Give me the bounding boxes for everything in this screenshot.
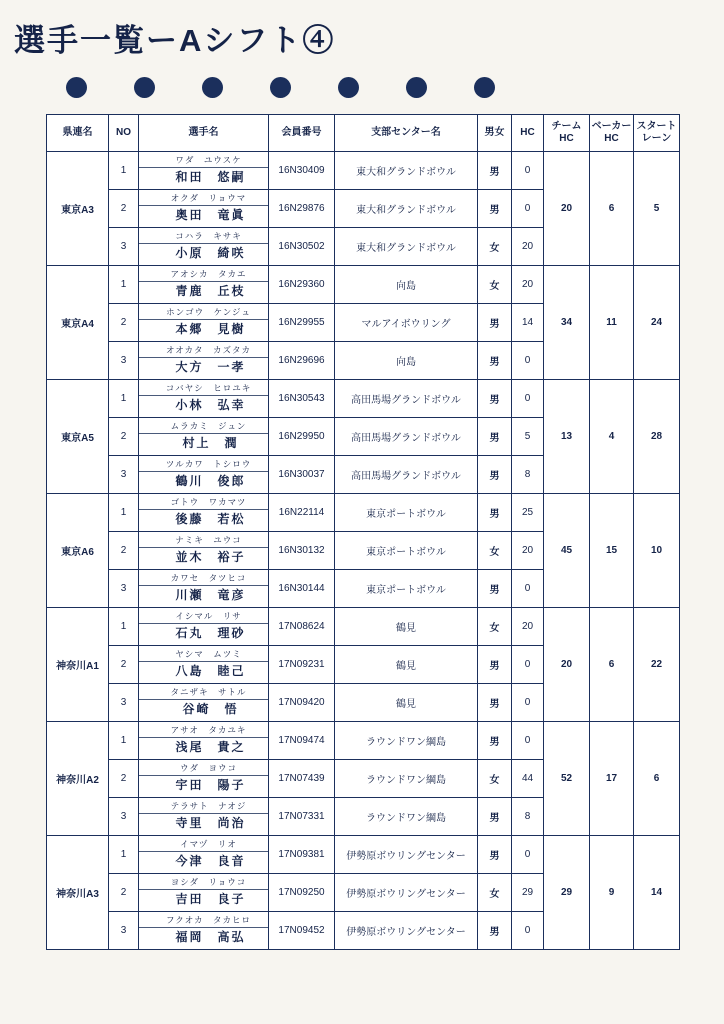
cell-center: 東大和グランドボウル bbox=[335, 228, 478, 266]
cell-no: 1 bbox=[109, 380, 139, 418]
cell-member-id: 16N30409 bbox=[269, 152, 335, 190]
cell-hc: 8 bbox=[512, 456, 544, 494]
decorative-dot bbox=[270, 77, 291, 98]
cell-member-id: 17N09381 bbox=[269, 836, 335, 874]
cell-player-name bbox=[139, 456, 269, 494]
player-kanji: 吉田 良子 bbox=[175, 892, 246, 907]
player-kanji: 青鹿 丘枝 bbox=[175, 284, 246, 299]
cell-center: ラウンドワン綱島 bbox=[335, 722, 478, 760]
cell-center: 東大和グランドボウル bbox=[335, 190, 478, 228]
header-team-hc-line2: HC bbox=[559, 133, 574, 145]
table-row bbox=[47, 836, 680, 874]
cell-hc: 44 bbox=[512, 760, 544, 798]
cell-team-hc: 20 bbox=[544, 152, 590, 266]
cell-no: 3 bbox=[109, 798, 139, 836]
cell-player-name bbox=[139, 418, 269, 456]
cell-no: 2 bbox=[109, 418, 139, 456]
cell-center: ラウンドワン綱島 bbox=[335, 798, 478, 836]
cell-sex: 男 bbox=[478, 570, 512, 608]
cell-sex: 男 bbox=[478, 152, 512, 190]
player-kanji: 並木 裕子 bbox=[175, 550, 246, 565]
cell-ken: 神奈川A3 bbox=[47, 836, 109, 950]
cell-hc: 20 bbox=[512, 532, 544, 570]
player-kanji: 福岡 高弘 bbox=[175, 930, 246, 945]
player-kanji: 小林 弘幸 bbox=[175, 398, 246, 413]
cell-member-id: 16N29950 bbox=[269, 418, 335, 456]
cell-center: 高田馬場グランドボウル bbox=[335, 418, 478, 456]
cell-hc: 8 bbox=[512, 798, 544, 836]
header-team-hc-line1: チーム bbox=[551, 120, 582, 132]
header-lane-line2: レーン bbox=[641, 133, 672, 145]
cell-start-lane: 22 bbox=[634, 608, 680, 722]
cell-ken: 東京A6 bbox=[47, 494, 109, 608]
cell-center: 高田馬場グランドボウル bbox=[335, 456, 478, 494]
cell-member-id: 17N09250 bbox=[269, 874, 335, 912]
cell-sex: 女 bbox=[478, 608, 512, 646]
cell-player-name bbox=[139, 608, 269, 646]
player-kana: ムラカミ ジュン bbox=[139, 420, 268, 434]
cell-start-lane: 28 bbox=[634, 380, 680, 494]
player-kana: アサオ タカユキ bbox=[139, 724, 268, 738]
cell-center: 高田馬場グランドボウル bbox=[335, 380, 478, 418]
player-kana: ホンゴウ ケンジュ bbox=[139, 306, 268, 320]
cell-hc: 0 bbox=[512, 836, 544, 874]
cell-team-hc: 13 bbox=[544, 380, 590, 494]
player-kanji: 奥田 竜眞 bbox=[175, 208, 246, 223]
player-kana: ツルカワ トシロウ bbox=[139, 458, 268, 472]
player-kana: タニザキ サトル bbox=[139, 686, 268, 700]
cell-member-id: 16N30502 bbox=[269, 228, 335, 266]
cell-player-name bbox=[139, 380, 269, 418]
cell-no: 1 bbox=[109, 494, 139, 532]
cell-member-id: 16N30037 bbox=[269, 456, 335, 494]
cell-center: 鶴見 bbox=[335, 646, 478, 684]
cell-member-id: 16N30144 bbox=[269, 570, 335, 608]
cell-sex: 男 bbox=[478, 494, 512, 532]
cell-member-id: 17N09231 bbox=[269, 646, 335, 684]
cell-baker-hc: 6 bbox=[590, 608, 634, 722]
header-baker-line1: ベーカー bbox=[591, 120, 632, 132]
cell-sex: 男 bbox=[478, 456, 512, 494]
cell-ken: 神奈川A2 bbox=[47, 722, 109, 836]
player-kana: アオシカ タカエ bbox=[139, 268, 268, 282]
cell-no: 1 bbox=[109, 152, 139, 190]
cell-player-name bbox=[139, 722, 269, 760]
player-kana: ワダ ユウスケ bbox=[139, 154, 268, 168]
player-kanji: 村上 潤 bbox=[182, 436, 239, 451]
cell-player-name bbox=[139, 912, 269, 950]
player-kanji: 谷崎 悟 bbox=[182, 702, 239, 717]
decorative-dot bbox=[134, 77, 155, 98]
cell-sex: 男 bbox=[478, 912, 512, 950]
cell-hc: 29 bbox=[512, 874, 544, 912]
dot-row bbox=[0, 59, 724, 98]
cell-player-name bbox=[139, 190, 269, 228]
header-ken: 県連名 bbox=[47, 115, 109, 152]
cell-hc: 0 bbox=[512, 342, 544, 380]
cell-player-name bbox=[139, 646, 269, 684]
cell-hc: 0 bbox=[512, 380, 544, 418]
cell-hc: 0 bbox=[512, 570, 544, 608]
header-member-id: 会員番号 bbox=[269, 115, 335, 152]
cell-hc: 0 bbox=[512, 722, 544, 760]
decorative-dot bbox=[202, 77, 223, 98]
cell-baker-hc: 6 bbox=[590, 152, 634, 266]
header-baker-line2: HC bbox=[604, 133, 619, 145]
cell-center: 東大和グランドボウル bbox=[335, 152, 478, 190]
cell-center: 鶴見 bbox=[335, 608, 478, 646]
cell-member-id: 17N07331 bbox=[269, 798, 335, 836]
cell-start-lane: 6 bbox=[634, 722, 680, 836]
cell-member-id: 17N07439 bbox=[269, 760, 335, 798]
cell-team-hc: 20 bbox=[544, 608, 590, 722]
decorative-dot bbox=[406, 77, 427, 98]
player-kana: ウダ ヨウコ bbox=[139, 762, 268, 776]
cell-sex: 男 bbox=[478, 380, 512, 418]
cell-member-id: 16N29360 bbox=[269, 266, 335, 304]
player-kana: ヤシマ ムツミ bbox=[139, 648, 268, 662]
decorative-dot bbox=[474, 77, 495, 98]
cell-center: 伊勢原ボウリングセンター bbox=[335, 912, 478, 950]
player-kanji: 今津 良音 bbox=[175, 854, 246, 869]
cell-member-id: 17N09474 bbox=[269, 722, 335, 760]
cell-member-id: 16N29696 bbox=[269, 342, 335, 380]
cell-member-id: 17N09420 bbox=[269, 684, 335, 722]
player-kanji: 宇田 陽子 bbox=[175, 778, 246, 793]
player-kana: イマヅ リオ bbox=[139, 838, 268, 852]
cell-sex: 女 bbox=[478, 874, 512, 912]
cell-center: 東京ポートボウル bbox=[335, 532, 478, 570]
cell-no: 3 bbox=[109, 456, 139, 494]
cell-center: 伊勢原ボウリングセンター bbox=[335, 874, 478, 912]
cell-sex: 男 bbox=[478, 646, 512, 684]
player-kana: コバヤシ ヒロユキ bbox=[139, 382, 268, 396]
cell-player-name bbox=[139, 266, 269, 304]
header-name: 選手名 bbox=[139, 115, 269, 152]
cell-hc: 20 bbox=[512, 608, 544, 646]
cell-hc: 0 bbox=[512, 912, 544, 950]
cell-member-id: 16N30543 bbox=[269, 380, 335, 418]
cell-sex: 男 bbox=[478, 342, 512, 380]
page-title: 選手一覧ーAシフト④ bbox=[14, 23, 336, 58]
table-row bbox=[47, 608, 680, 646]
cell-sex: 男 bbox=[478, 684, 512, 722]
cell-player-name bbox=[139, 570, 269, 608]
cell-player-name bbox=[139, 836, 269, 874]
player-kana: ゴトウ ワカマツ bbox=[139, 496, 268, 510]
cell-no: 1 bbox=[109, 608, 139, 646]
cell-ken: 東京A3 bbox=[47, 152, 109, 266]
cell-ken: 東京A5 bbox=[47, 380, 109, 494]
player-kanji: 寺里 尚治 bbox=[175, 816, 246, 831]
cell-player-name bbox=[139, 228, 269, 266]
player-kanji: 和田 悠嗣 bbox=[175, 170, 246, 185]
table-row bbox=[47, 266, 680, 304]
decorative-dot bbox=[66, 77, 87, 98]
cell-no: 1 bbox=[109, 836, 139, 874]
cell-member-id: 17N08624 bbox=[269, 608, 335, 646]
player-kanji: 石丸 理砂 bbox=[175, 626, 246, 641]
cell-player-name bbox=[139, 152, 269, 190]
cell-baker-hc: 9 bbox=[590, 836, 634, 950]
player-kanji: 川瀬 竜彦 bbox=[175, 588, 246, 603]
cell-no: 1 bbox=[109, 722, 139, 760]
cell-start-lane: 24 bbox=[634, 266, 680, 380]
cell-center: 東京ポートボウル bbox=[335, 570, 478, 608]
cell-member-id: 16N30132 bbox=[269, 532, 335, 570]
cell-no: 2 bbox=[109, 646, 139, 684]
player-kana: オオカタ カズタカ bbox=[139, 344, 268, 358]
cell-sex: 男 bbox=[478, 190, 512, 228]
cell-hc: 20 bbox=[512, 228, 544, 266]
player-kanji: 本郷 見樹 bbox=[175, 322, 246, 337]
cell-hc: 14 bbox=[512, 304, 544, 342]
cell-member-id: 16N29955 bbox=[269, 304, 335, 342]
cell-sex: 男 bbox=[478, 798, 512, 836]
cell-member-id: 16N29876 bbox=[269, 190, 335, 228]
cell-hc: 0 bbox=[512, 190, 544, 228]
header-start-lane bbox=[634, 115, 680, 152]
cell-player-name bbox=[139, 304, 269, 342]
cell-player-name bbox=[139, 874, 269, 912]
cell-sex: 男 bbox=[478, 722, 512, 760]
cell-center: 東京ポートボウル bbox=[335, 494, 478, 532]
cell-sex: 女 bbox=[478, 760, 512, 798]
decorative-dot bbox=[338, 77, 359, 98]
header-center: 支部センター名 bbox=[335, 115, 478, 152]
cell-baker-hc: 17 bbox=[590, 722, 634, 836]
cell-team-hc: 52 bbox=[544, 722, 590, 836]
cell-no: 3 bbox=[109, 342, 139, 380]
cell-player-name bbox=[139, 342, 269, 380]
cell-hc: 0 bbox=[512, 152, 544, 190]
cell-sex: 男 bbox=[478, 304, 512, 342]
table-row bbox=[47, 380, 680, 418]
header-lane-line1: スタート bbox=[636, 120, 677, 132]
cell-no: 2 bbox=[109, 532, 139, 570]
cell-hc: 0 bbox=[512, 646, 544, 684]
cell-team-hc: 29 bbox=[544, 836, 590, 950]
cell-start-lane: 14 bbox=[634, 836, 680, 950]
cell-baker-hc: 15 bbox=[590, 494, 634, 608]
cell-sex: 女 bbox=[478, 228, 512, 266]
cell-center: 鶴見 bbox=[335, 684, 478, 722]
player-kana: コハラ キサキ bbox=[139, 230, 268, 244]
cell-baker-hc: 11 bbox=[590, 266, 634, 380]
cell-center: マルアイボウリング bbox=[335, 304, 478, 342]
cell-player-name bbox=[139, 760, 269, 798]
cell-team-hc: 34 bbox=[544, 266, 590, 380]
cell-player-name bbox=[139, 532, 269, 570]
cell-team-hc: 45 bbox=[544, 494, 590, 608]
cell-sex: 男 bbox=[478, 418, 512, 456]
cell-player-name bbox=[139, 798, 269, 836]
cell-no: 2 bbox=[109, 760, 139, 798]
player-kanji: 八島 睦己 bbox=[175, 664, 246, 679]
cell-no: 3 bbox=[109, 684, 139, 722]
cell-baker-hc: 4 bbox=[590, 380, 634, 494]
cell-no: 2 bbox=[109, 190, 139, 228]
cell-hc: 0 bbox=[512, 684, 544, 722]
cell-no: 3 bbox=[109, 570, 139, 608]
player-kana: ナミキ ユウコ bbox=[139, 534, 268, 548]
cell-no: 2 bbox=[109, 304, 139, 342]
cell-start-lane: 10 bbox=[634, 494, 680, 608]
cell-player-name bbox=[139, 494, 269, 532]
header-team-hc bbox=[544, 115, 590, 152]
cell-no: 1 bbox=[109, 266, 139, 304]
header-baker-hc bbox=[590, 115, 634, 152]
player-kanji: 小原 綺咲 bbox=[175, 246, 246, 261]
cell-no: 2 bbox=[109, 874, 139, 912]
cell-member-id: 16N22114 bbox=[269, 494, 335, 532]
cell-ken: 神奈川A1 bbox=[47, 608, 109, 722]
cell-center: ラウンドワン綱島 bbox=[335, 760, 478, 798]
cell-ken: 東京A4 bbox=[47, 266, 109, 380]
cell-hc: 5 bbox=[512, 418, 544, 456]
player-kana: イシマル リサ bbox=[139, 610, 268, 624]
cell-start-lane: 5 bbox=[634, 152, 680, 266]
player-kana: カワセ タツヒコ bbox=[139, 572, 268, 586]
cell-player-name bbox=[139, 684, 269, 722]
cell-sex: 女 bbox=[478, 266, 512, 304]
cell-center: 伊勢原ボウリングセンター bbox=[335, 836, 478, 874]
player-kana: オクダ リョウマ bbox=[139, 192, 268, 206]
cell-sex: 男 bbox=[478, 836, 512, 874]
cell-center: 向島 bbox=[335, 342, 478, 380]
player-kana: テラサト ナオジ bbox=[139, 800, 268, 814]
player-kanji: 鶴川 俊郎 bbox=[175, 474, 246, 489]
table-row bbox=[47, 722, 680, 760]
cell-no: 3 bbox=[109, 228, 139, 266]
player-kana: ヨシダ リョウコ bbox=[139, 876, 268, 890]
cell-hc: 25 bbox=[512, 494, 544, 532]
table-row bbox=[47, 494, 680, 532]
header-hc: HC bbox=[512, 115, 544, 152]
table-body bbox=[47, 152, 680, 950]
table-row bbox=[47, 152, 680, 190]
table-header bbox=[47, 115, 680, 152]
cell-hc: 20 bbox=[512, 266, 544, 304]
player-kanji: 大方 一孝 bbox=[175, 360, 246, 375]
player-kanji: 浅尾 貴之 bbox=[175, 740, 246, 755]
header-sex: 男女 bbox=[478, 115, 512, 152]
cell-sex: 女 bbox=[478, 532, 512, 570]
cell-no: 3 bbox=[109, 912, 139, 950]
player-kana: フクオカ タカヒロ bbox=[139, 914, 268, 928]
roster-table bbox=[46, 114, 680, 950]
cell-member-id: 17N09452 bbox=[269, 912, 335, 950]
player-kanji: 後藤 若松 bbox=[175, 512, 246, 527]
cell-center: 向島 bbox=[335, 266, 478, 304]
header-no: NO bbox=[109, 115, 139, 152]
